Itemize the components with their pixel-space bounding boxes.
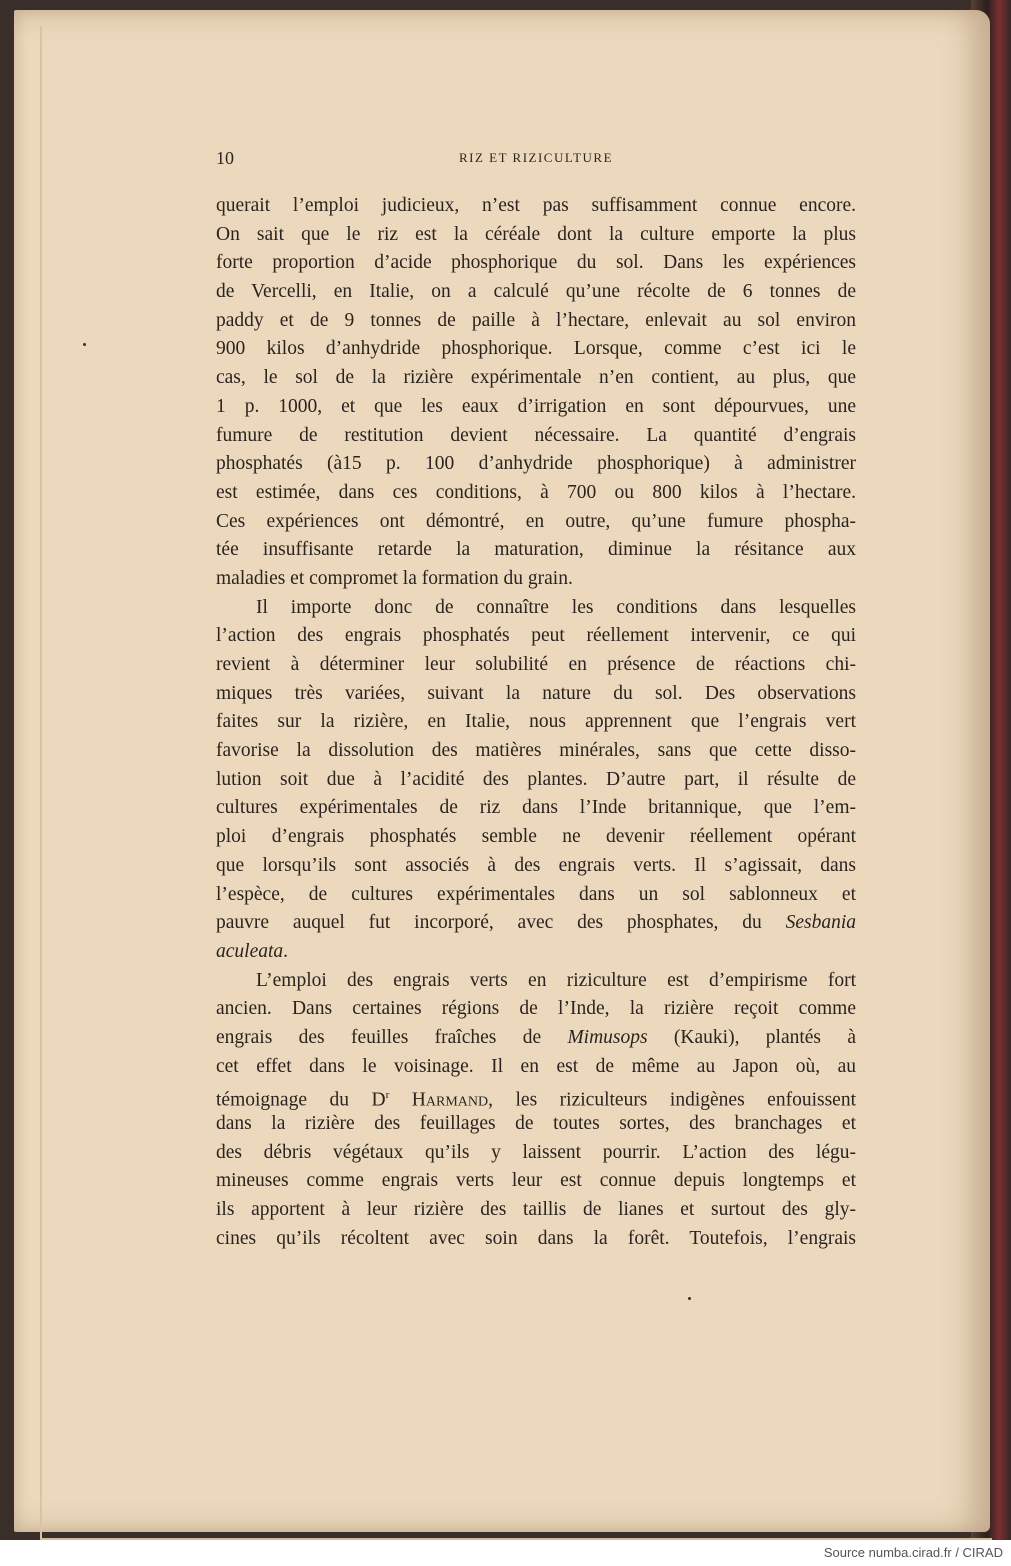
- text-segment: , les riziculteurs indigènes enfouissent: [488, 1089, 856, 1110]
- text-line: Il importe donc de connaître les conditions dans lesquelles: [256, 596, 856, 618]
- paper-speck: [83, 343, 86, 346]
- text-line: de Vercelli, en Italie, on a calculé qu’une récolte de 6 tonnes de: [216, 281, 856, 303]
- text-line: favorise la dissolution des matières minérales, sans que cette disso-: [216, 740, 856, 762]
- title-superscript: r: [385, 1089, 390, 1102]
- text-line: paddy et de 9 tonnes de paille à l’hectare, enlevait au sol environ: [216, 309, 856, 331]
- running-title: RIZ ET RIZICULTURE: [458, 150, 614, 165]
- text-line: ils apportent à leur rizière des taillis de lianes et surtout des gly-: [216, 1199, 856, 1221]
- text-line: [216, 1024, 856, 1053]
- text-line: On sait que le riz est la céréale dont la culture emporte la plus: [216, 223, 856, 245]
- text-segment: .: [283, 940, 289, 962]
- text-line: cas, le sol de la rizière expérimentale n’en contient, au plus, que: [216, 367, 856, 389]
- source-caption: Source numba.cirad.fr / CIRAD: [823, 1545, 1003, 1560]
- text-line: ploi d’engrais phosphatés semble ne devenir réellement opérant: [216, 826, 856, 848]
- text-line: mineuses comme engrais verts leur est connue depuis longtemps et: [216, 1170, 856, 1192]
- body-text: [216, 192, 856, 1253]
- text-line: revient à déterminer leur solubilité en présence de réactions chi-: [216, 654, 856, 675]
- text-line: l’action des engrais phosphatés peut réellement intervenir, ce qui: [216, 625, 856, 647]
- text-line: cultures expérimentales de riz dans l’Inde britannique, que l’em-: [216, 797, 856, 819]
- plant-name: Mimusops: [567, 1026, 648, 1048]
- author-name: Harmand: [411, 1089, 489, 1110]
- text-line: miques très variées, suivant la nature du sol. Des observations: [216, 682, 856, 704]
- text-line: fumure de restitution devient nécessaire. La quantité d’engrais: [216, 424, 856, 446]
- text-line: 900 kilos d’anhydride phosphorique. Lorsque, comme c’est ici le: [216, 338, 856, 360]
- text-line: [216, 909, 856, 938]
- text-line: faites sur la rizière, en Italie, nous apprennent que l’engrais vert: [216, 711, 856, 733]
- text-line: que lorsqu’ils sont associés à des engrais verts. Il s’agissait, dans: [216, 854, 856, 876]
- text-line: querait l’emploi judicieux, n’est pas suffisamment connue encore.: [216, 195, 856, 216]
- text-line: l’espèce, de cultures expérimentales dans un sol sablonneux et: [216, 883, 856, 905]
- text-line: cines qu’ils récoltent avec soin dans la forêt. Toutefois, l’engrais: [216, 1227, 856, 1249]
- species-name: Sesbania: [785, 912, 856, 934]
- species-name: aculeata: [216, 940, 284, 962]
- text-segment: (Kauki), plantés à: [647, 1026, 856, 1048]
- page-number: 10: [216, 148, 234, 168]
- text-segment: pauvre auquel fut incorporé, avec des phosphates, du: [216, 912, 786, 934]
- text-line: lution soit due à l’acidité des plantes. D’autre part, il résulte de: [216, 768, 856, 790]
- text-line: cet effet dans le voisinage. Il en est de même au Japon où, au: [216, 1055, 856, 1077]
- text-line: dans la rizière des feuillages de toutes sortes, des branchages et: [216, 1113, 856, 1134]
- text-line: phosphatés (à15 p. 100 d’anhydride phosphorique) à administrer: [216, 453, 856, 475]
- text-line: Ces expériences ont démontré, en outre, qu’une fumure phospha-: [216, 510, 856, 532]
- text-line: [216, 1081, 856, 1110]
- text-segment: témoignage du D: [216, 1089, 386, 1110]
- text-line: des débris végétaux qu’ils y laissent pourrir. L’action des légu-: [216, 1141, 856, 1163]
- text-line: 1 p. 1000, et que les eaux d’irrigation en sont dépourvues, une: [216, 395, 856, 417]
- paper-speck: [688, 1297, 691, 1300]
- text-line: maladies et compromet la formation du grain.: [216, 567, 573, 589]
- text-line: forte proportion d’acide phosphorique du sol. Dans les expériences: [216, 252, 856, 274]
- page-header: [216, 148, 856, 172]
- text-line: [216, 938, 856, 967]
- text-line: ancien. Dans certaines régions de l’Inde, la rizière reçoit comme: [216, 998, 856, 1020]
- text-segment: engrais des feuilles fraîches de: [216, 1026, 568, 1048]
- text-line: est estimée, dans ces conditions, à 700 ou 800 kilos à l’hectare.: [216, 481, 856, 503]
- text-line: L’emploi des engrais verts en riziculture est d’empirisme fort: [256, 969, 856, 991]
- text-line: tée insuffisante retarde la maturation, diminue la résitance aux: [216, 539, 856, 561]
